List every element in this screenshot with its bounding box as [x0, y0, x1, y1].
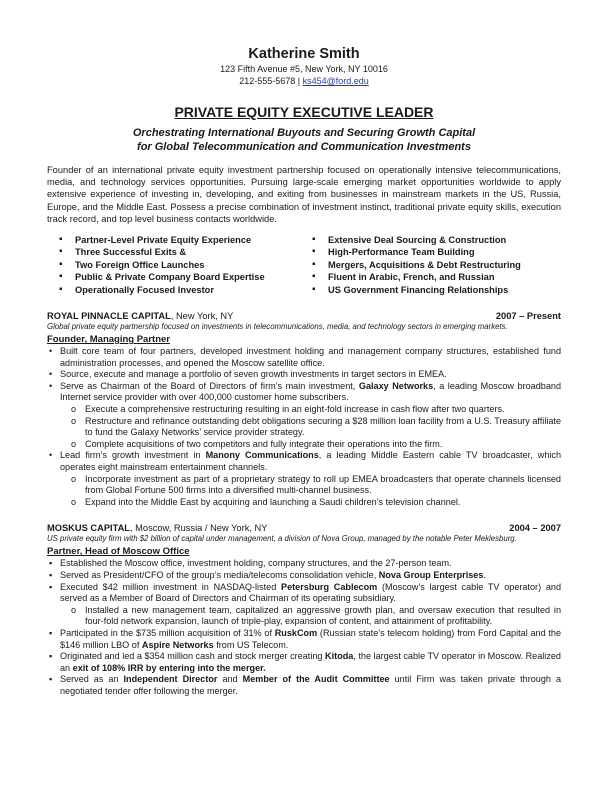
sub-bullet-text: Incorporate investment as part of a proprietary strategy to roll up EMEA broadcasters that operate channels licensed from Global Fortune 500 firms into a diversified multi-channel business.	[85, 473, 561, 496]
company-location: , Moscow, Russia / New York, NY	[129, 523, 268, 534]
tagline-line-1: Orchestrating International Buyouts and Securing Growth Capital	[132, 127, 476, 139]
list-item	[47, 570, 561, 582]
sub-list-item	[47, 605, 561, 628]
job-company-line	[47, 522, 267, 534]
tagline	[47, 126, 561, 154]
job-header	[47, 522, 561, 534]
skill-item: ▪ US Government Financing Relationships	[308, 284, 561, 296]
skill-item: ▪ Mergers, Acquisitions & Debt Restructuring	[308, 259, 561, 271]
skill-item: ▪ Two Foreign Office Launches	[55, 259, 308, 271]
bullet-text: , a leading Middle Eastern cable TV broadcaster, which operates eight mainstream entertainment channels.	[60, 450, 562, 472]
bullet-text: Established the Moscow office, investment holding, company structures, and the 27-person team.	[60, 558, 452, 569]
bullet-text: .	[483, 569, 486, 580]
sub-bullet-text: Installed a new management team, capitalized an aggressive growth plan, and oversaw execution that resulted in four-fold network expansion, launch of triple-play, expansion of content, and attainment of profitability.	[85, 604, 561, 627]
bullet-marker: •	[49, 450, 53, 461]
list-item	[47, 369, 561, 381]
bullet-marker: •	[49, 380, 53, 391]
job-dates: 2007 – Present	[495, 311, 561, 322]
bullet-emphasis: Petersburg Cablecom	[281, 581, 378, 592]
list-item	[47, 450, 561, 473]
sub-bullet-text: Expand into the Middle East by acquiring and launching a Saudi children’s television channel.	[85, 496, 461, 507]
contact-phone: 212-555-5678 |	[239, 76, 301, 86]
skill-item: ▪ Fluent in Arabic, French, and Russian	[308, 271, 561, 283]
resume-page	[47, 46, 561, 697]
skills-right-list	[308, 234, 561, 296]
company-name: ROYAL PINNACLE CAPITAL	[47, 311, 171, 322]
company-name: MOSKUS CAPITAL	[47, 523, 130, 534]
bullet-text: , the largest cable TV operator in Moscow. Realized an	[60, 651, 561, 673]
list-item	[47, 582, 561, 605]
job-header	[47, 310, 561, 322]
job-moskus-capital	[47, 522, 561, 697]
bullet-text: Executed $42 million investment in NASDAQ-listed	[60, 581, 277, 592]
bullet-emphasis: Manony Communications	[205, 450, 319, 461]
skill-item: ▪ High-Performance Team Building	[308, 246, 561, 258]
bullet-emphasis: Independent Director	[123, 674, 218, 685]
list-item	[47, 558, 561, 570]
bullet-text: and	[222, 674, 238, 685]
contact-address: 123 Fifth Avenue #5, New York, NY 10016	[220, 64, 388, 74]
skill-item: ▪ Three Successful Exits &	[55, 246, 308, 258]
bullet-text: Served as an	[60, 674, 119, 685]
bullet-emphasis: RuskCom	[274, 627, 318, 638]
sub-list-item	[47, 439, 561, 451]
job-company-line	[47, 310, 233, 322]
bullet-emphasis: Member of the Audit Committee	[242, 674, 390, 685]
sub-list-item	[47, 497, 561, 509]
sub-list-item	[47, 416, 561, 439]
bullet-text: Participated in the $735 million acquisition of 31% of	[60, 627, 272, 638]
bullet-text: Originated and led a $354 million cash and stock merger creating	[60, 651, 323, 662]
bullet-marker: •	[49, 369, 53, 380]
sub-bullet-marker: o	[71, 604, 77, 615]
skill-item: ▪ Public & Private Company Board Expertise	[55, 271, 308, 283]
list-item	[47, 651, 561, 674]
skill-item: ▪ Extensive Deal Sourcing & Construction	[308, 234, 561, 246]
bullet-emphasis: Kitoda	[325, 651, 354, 662]
bullet-marker: ▪	[49, 558, 53, 569]
job-title: Founder, Managing Partner	[47, 334, 170, 346]
bullet-emphasis: Galaxy Networks	[358, 380, 434, 391]
tagline-line-2: for Global Telecommunication and Communication Investments	[137, 141, 471, 153]
list-item	[47, 628, 561, 651]
sub-bullet-marker: o	[71, 415, 77, 426]
company-description: Global private equity partnership focused on investments in telecommunications, media, and technology sectors in emerging markets.	[47, 322, 508, 332]
bullet-marker: ▪	[49, 581, 53, 592]
sub-bullet-text: Complete acquisitions of two competitors and fully integrate their operations into the firm.	[85, 438, 443, 449]
sub-bullet-marker: o	[71, 404, 77, 415]
skill-item: ▪ Operationally Focused Investor	[55, 284, 308, 296]
bullet-text: Source, execute and manage a portfolio of seven growth investments in target sectors in EMEA.	[60, 369, 447, 380]
bullet-marker: ▪	[49, 674, 53, 685]
bullet-emphasis: Nova Group Enterprises	[378, 569, 484, 580]
contact-line	[47, 75, 561, 87]
bullet-marker: •	[49, 346, 53, 357]
bullet-marker: ▪	[49, 627, 53, 638]
sub-bullet-marker: o	[71, 496, 77, 507]
bullet-text: Lead firm’s growth investment in	[60, 450, 201, 461]
summary-paragraph: Founder of an international private equity investment partnership focused on operationally intensive telecommunications, media, and technology services opportunities. Pursuing large-scale emerging market opportunities worldwide to apply extensive experience of investing in, developing, and exiting from businesses in mainstream markets in the US, Russia, Europe, and the Middle East. Possess a precise combination of investment instinct, traditional private equity skills, execution track record, and top level business contacts worldwide.	[47, 165, 561, 224]
bullet-emphasis: exit of 108% IRR by entering into the merger.	[72, 662, 266, 673]
resume-headline: PRIVATE EQUITY EXECUTIVE LEADER	[174, 104, 434, 120]
bullet-marker: ▪	[49, 651, 53, 662]
job-dates: 2004 – 2007	[509, 523, 561, 534]
email-link[interactable]: ks454@ford.edu	[302, 76, 369, 86]
sub-list-item	[47, 404, 561, 416]
candidate-name: Katherine Smith	[248, 46, 360, 62]
list-item	[47, 346, 561, 369]
company-description: US private equity firm with $2 billion of capital under management, a division of Nova Group, managed by the notable Peter Meklesburg.	[47, 534, 517, 544]
bullet-text: until Firm was taken private through a negotiated tender offer following the merger.	[60, 674, 562, 696]
list-item	[47, 674, 561, 697]
sub-bullet-marker: o	[71, 473, 77, 484]
bullet-text: (Moscow’s largest cable TV operator) and served as a Member of Board of Directors and Chairman of its operating subsidiary.	[60, 581, 562, 604]
company-location: , New York, NY	[170, 311, 234, 322]
bullet-text: Serve as Chairman of the Board of Directors of firm’s main investment,	[60, 380, 356, 391]
bullet-emphasis: Aspire Networks	[141, 639, 214, 650]
bullet-text: Served as President/CFO of the group’s media/telecoms consolidation vehicle,	[60, 569, 377, 580]
bullet-marker: ▪	[49, 569, 53, 580]
sub-bullet-text: Restructure and refinance outstanding debt obligations securing a $28 million loan facility from a U.S. Treasury affiliate to fund the Galaxy Networks’ service provider strategy.	[85, 415, 561, 438]
sub-bullet-marker: o	[71, 438, 77, 449]
bullet-text: (Russian state’s telecom holding) from Ford Capital and the $146 million LBO of	[60, 627, 562, 650]
skills-section	[47, 234, 561, 296]
sub-list-item	[47, 474, 561, 497]
skill-item: ▪ Partner-Level Private Equity Experience	[55, 234, 308, 246]
skills-left-list	[55, 234, 308, 296]
bullet-text: from US Telecom.	[216, 639, 289, 650]
bullet-text: , a leading Moscow broadband Internet service provider with over 400,000 customer home subscribers.	[60, 380, 562, 403]
job-royal-pinnacle	[47, 310, 561, 508]
list-item	[47, 381, 561, 404]
sub-bullet-text: Execute a comprehensive restructuring resulting in an eight-fold increase in cash flow after two quarters.	[85, 404, 505, 415]
job-title: Partner, Head of Moscow Office	[47, 546, 190, 558]
bullet-text: Built core team of four partners, developed investment holding and management company structures, established fund administration processes, and opened the Moscow satellite office.	[60, 346, 561, 368]
